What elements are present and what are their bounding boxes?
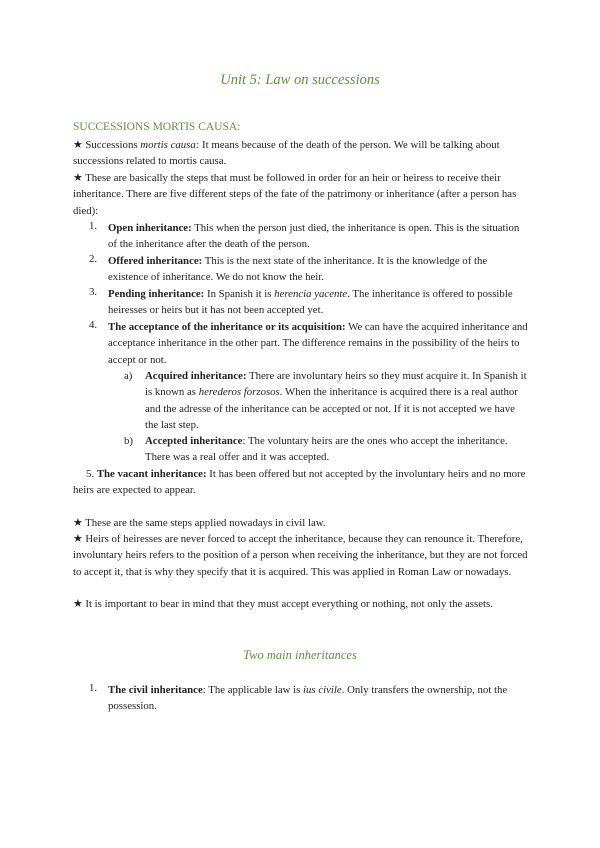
- step-label: The acceptance of the inheritance or its acquisition:: [108, 321, 346, 333]
- step-label: Pending inheritance:: [108, 288, 205, 300]
- substep-text: There are involuntary heirs so they must acquire it. In Spanish it is known as: [145, 370, 527, 399]
- step-text: This when the person just died, the inheritance is open. This is the situation of the inheritance after the death of the person.: [108, 222, 520, 251]
- substep-letter: b): [124, 435, 133, 447]
- step-text: It has been offered but not accepted by the involuntary heirs and no more heirs are expected to appear.: [73, 468, 526, 497]
- substep-letter: a): [124, 370, 133, 382]
- page-title: Unit 5: Law on successions: [220, 72, 380, 88]
- subsection-title: Two main inheritances: [243, 648, 357, 662]
- substep-item: [145, 368, 530, 433]
- step-number: 4.: [89, 319, 98, 331]
- intro-paragraph: [73, 137, 533, 170]
- substep-label: Acquired inheritance:: [145, 370, 247, 382]
- step-number: 2.: [89, 253, 98, 265]
- step-item: [108, 220, 528, 253]
- substep-italic: herederos forzosos: [198, 386, 280, 399]
- note-paragraph: ★ These are the same steps applied nowadays in civil law.: [73, 517, 326, 529]
- main-list-item: [108, 682, 528, 715]
- step-item: [108, 253, 528, 286]
- substep-text: : The voluntary heirs are the ones who accept the inheritance. There was a real offer and it was accepted.: [145, 435, 508, 464]
- main-list-italic: ius civile: [303, 684, 342, 696]
- substep-item: [145, 433, 530, 466]
- intro-rest: It means because of the death of the person. We will be talking about successions related to mortis causa.: [73, 139, 500, 168]
- section-heading: SUCCESSIONS MORTIS CAUSA:: [73, 121, 241, 133]
- intro-prefix: ★ Successions: [73, 139, 141, 151]
- step-item: [108, 319, 528, 368]
- step-number: 1.: [89, 220, 98, 232]
- main-list-text: . Only transfers the ownership, not the possession.: [108, 684, 508, 713]
- substep-label: Accepted inheritance: [145, 435, 243, 447]
- step-text: This is the next state of the inheritance. It is the knowledge of the existence of inheritance. We do not know the heir.: [108, 255, 488, 284]
- note-paragraph: ★ Heirs of heiresses are never forced to accept the inheritance, because they can renounce it. Therefore, involuntary heirs refers to the position of a person when receiving the inheritance, but they are not forced to accept it, that is why they specify that it is acquired. This was applied in Roman Law or nowadays.: [73, 533, 528, 578]
- main-list-number: 1.: [89, 682, 98, 694]
- substep-text: . When the inheritance is acquired there is a real author and the adresse of the inheritance can be accepted or not. If it is not accepted we have the last step.: [145, 386, 518, 431]
- step-label: Open inheritance:: [108, 222, 192, 234]
- main-list-label: The civil inheritance: [108, 684, 203, 696]
- intro-italic: mortis causa:: [140, 139, 200, 151]
- step-five: [73, 466, 535, 499]
- step-number: 5.: [86, 468, 95, 480]
- note-paragraph: ★ It is important to bear in mind that they must accept everything or nothing, not only the assets.: [73, 598, 493, 610]
- step-label: The vacant inheritance:: [96, 468, 207, 480]
- step-text: We can have the acquired inheritance and acceptance inheritance in the other part. The difference remains in the possibility of the heirs to accept or not.: [108, 321, 528, 366]
- step-text: In Spanish it is: [204, 288, 275, 300]
- steps-intro-paragraph: ★ These are basically the steps that must be followed in order for an heir or heiress to receive their inheritance. There are five different steps of the fate of the patrimony or inheritance (after a person has died):: [73, 172, 517, 217]
- main-list-text: : The applicable law is: [202, 684, 304, 696]
- step-label: Offered inheritance:: [108, 255, 203, 267]
- step-item: [108, 286, 528, 319]
- step-number: 3.: [89, 286, 98, 298]
- step-text: . The inheritance is offered to possible heiresses or heirs but it has not been accepted yet.: [108, 288, 513, 317]
- step-italic: herencia yacente: [274, 288, 348, 300]
